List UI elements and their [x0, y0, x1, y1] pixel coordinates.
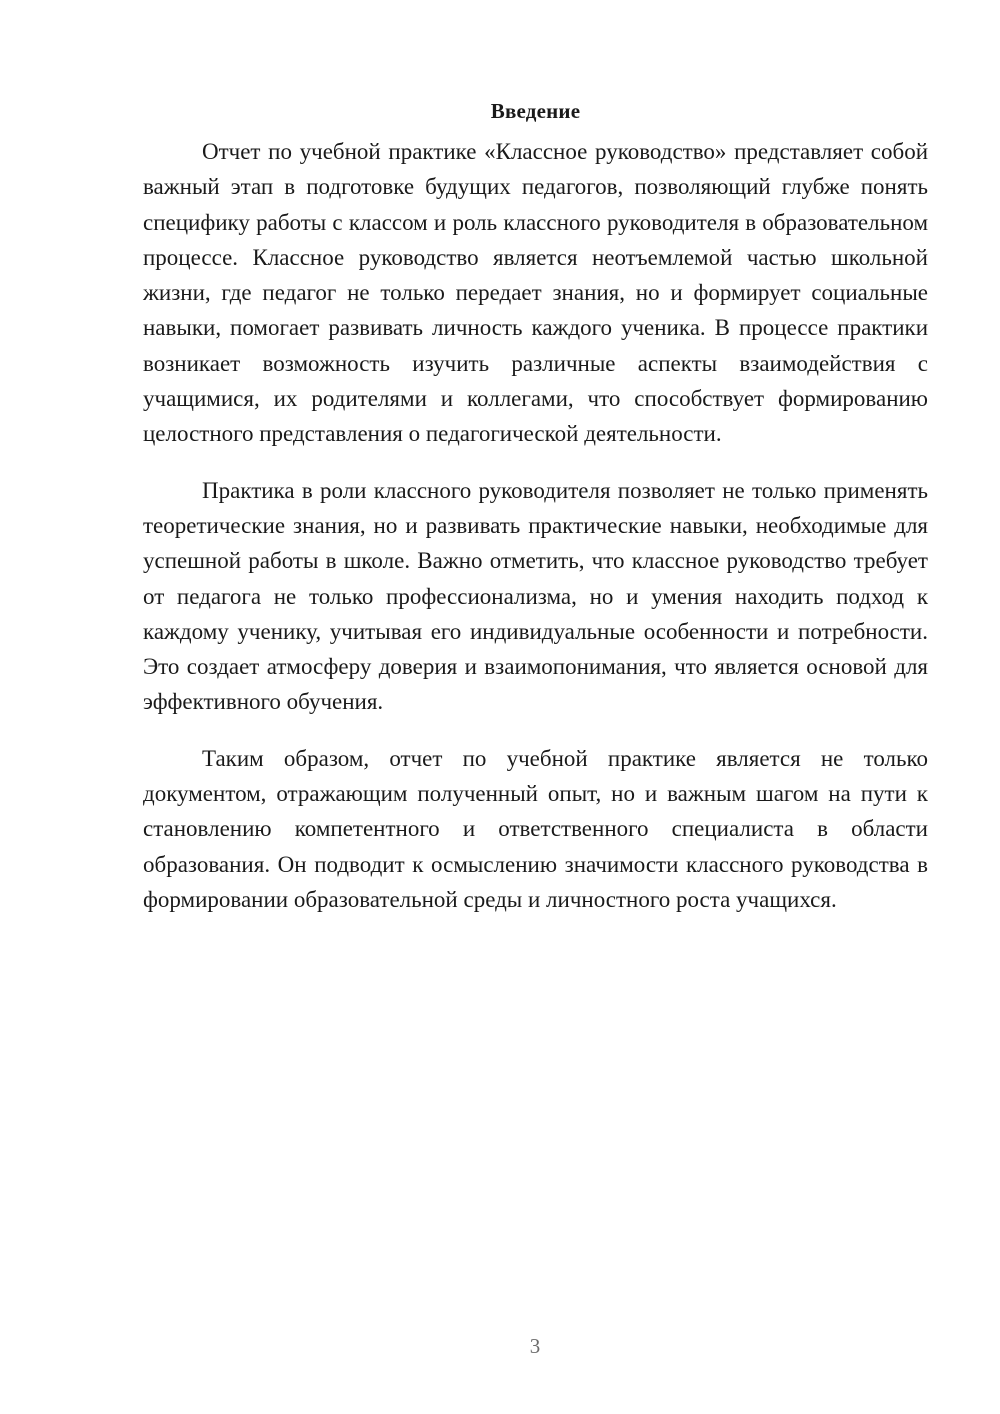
paragraph-2: Практика в роли классного руководителя позволяет не только применять теоретические знания, но и развивать практические навыки, необходимые для успешной работы в школе. Важно отметить, что классное руководство требует от педагога не только профессионализма, но и умения находить подход к каждому ученику, учитывая его индивидуальные особенности и потребности. Это создает атмосферу доверия и взаимопонимания, что является основой для эффективного обучения.: [143, 477, 928, 715]
paragraph-1: Отчет по учебной практике «Классное руководство» представляет собой важный этап в подготовке будущих педагогов, позволяющий глубже понять специфику работы с классом и роль классного руководителя в образовательном процессе. Классное руководство является неотъемлемой частью школьной жизни, где педагог не только передает знания, но и формирует социальные навыки, помогает развивать личность каждого ученика. В процессе практики возникает возможность изучить различные аспекты взаимодействия с учащимися, их родителями и коллегами, что способствует формированию целостного представления о педагогической деятельности.: [143, 139, 928, 447]
page-number: 3: [529, 1334, 541, 1358]
section-heading: Введение: [490, 99, 581, 123]
page-content: [143, 96, 928, 938]
paragraph-3: Таким образом, отчет по учебной практике является не только документом, отражающим полученный опыт, но и важным шагом на пути к становлению компетентного и ответственного специалиста в области образования. Он подводит к осмыслению значимости классного руководства в формировании образовательной среды и личностного роста учащихся.: [143, 745, 928, 912]
